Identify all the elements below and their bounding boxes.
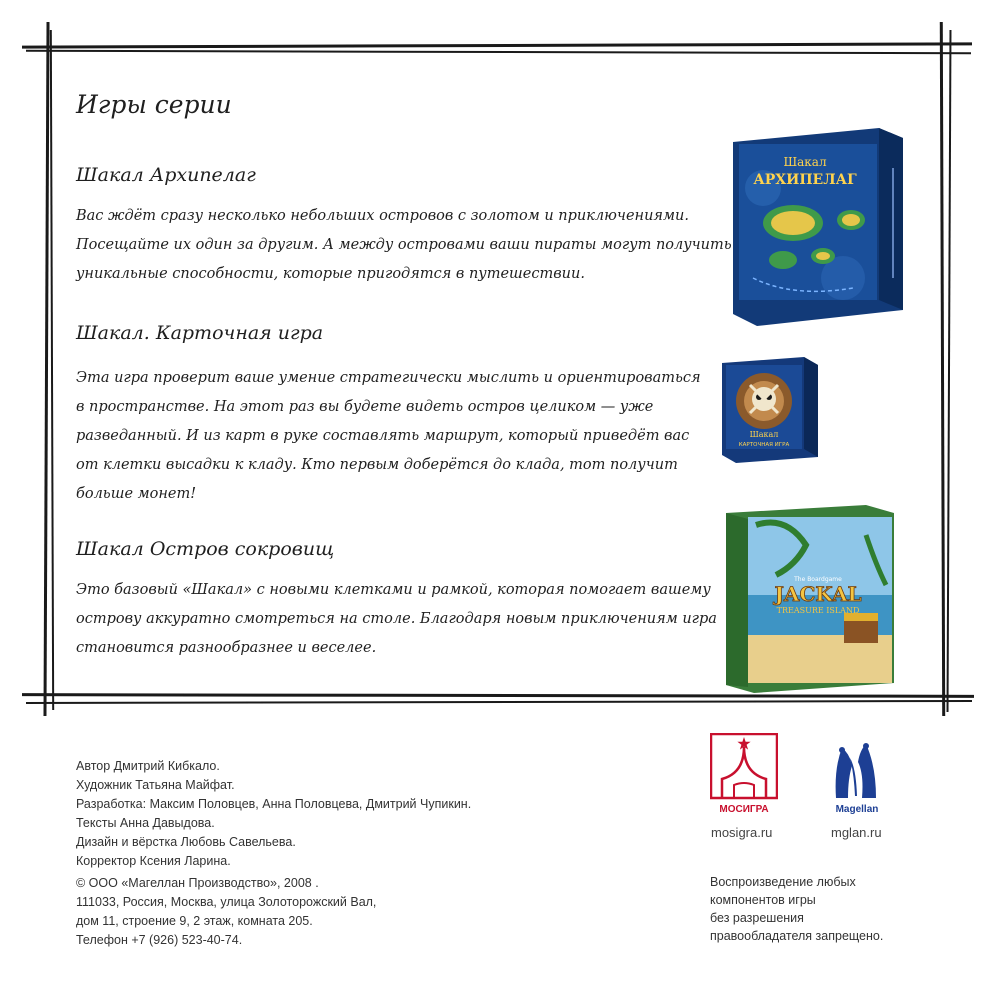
game-description-card-game: [76, 364, 701, 509]
credits-block: [76, 757, 471, 871]
game-description-treasure-island: [76, 576, 717, 663]
publisher-line: дом 11, строение 9, 2 этаж, комната 205.: [76, 914, 313, 928]
box-art-archipelago: [733, 128, 903, 326]
box-treasure-big-title: JACKAL: [774, 582, 862, 606]
text-line: Эта игра проверит ваше умение стратегически мыслить и ориентироваться: [76, 370, 701, 386]
credit-line: Автор Дмитрий Кибкало.: [76, 759, 220, 773]
legal-line: без разрешения: [710, 911, 804, 925]
publisher-line: Телефон +7 (926) 523-40-74.: [76, 933, 243, 947]
frame-right-post-2: [947, 30, 952, 712]
mosigra-name: МОСИГРА: [719, 804, 769, 815]
text-line: становится разнообразнее и веселее.: [76, 640, 377, 656]
credit-line: Разработка: Максим Половцев, Анна Половцева, Дмитрий Чупикин.: [76, 797, 472, 811]
publisher-line: 111033, Россия, Москва, улица Золоторожский Вал,: [76, 895, 377, 909]
frame-top-line-2: [26, 50, 971, 54]
text-line: в пространстве. На этот раз вы будете видеть остров целиком — уже: [76, 399, 654, 415]
box-archipelago-big-title: АРХИПЕЛАГ: [753, 172, 857, 188]
frame-right-post-1: [940, 22, 945, 716]
frame-bottom-line-2: [26, 700, 972, 704]
text-line: разведанный. И из карт в руке составлять маршрут, который приведёт вас: [76, 428, 690, 444]
frame-left-post-2: [50, 30, 54, 710]
publisher-line: © ООО «Магеллан Производство», 2008 .: [76, 876, 319, 890]
page-heading: Игры серии: [76, 90, 232, 119]
credit-line: Корректор Ксения Ларина.: [76, 854, 231, 868]
game-description-archipelago: [76, 202, 732, 289]
box-card-game-subtitle: КАРТОЧНАЯ ИГРА: [738, 442, 790, 448]
legal-line: компонентов игры: [710, 893, 816, 907]
box-art-treasure-island: [726, 505, 894, 693]
box-image-archipelago: [733, 128, 903, 326]
credit-line: Тексты Анна Давыдова.: [76, 816, 215, 830]
magellan-name: Magellan: [835, 804, 879, 815]
box-archipelago-small-title: Шакал: [783, 155, 827, 169]
box-art-card-game: [722, 357, 818, 463]
mosigra-emblem-icon: [710, 733, 778, 815]
magellan-link[interactable]: mglan.ru: [831, 825, 882, 840]
frame-left-post-1: [43, 22, 49, 716]
magellan-logo[interactable]: [828, 738, 886, 816]
game-title-archipelago: Шакал Архипелаг: [76, 164, 256, 186]
publisher-block: [76, 874, 376, 950]
text-line: острову аккуратно смотреться на столе. Благодаря новым приключениям игра: [76, 611, 717, 627]
game-title-card-game: Шакал. Карточная игра: [76, 322, 324, 344]
text-line: от клетки высадки к кладу. Кто первым доберётся до клада, тот получит: [76, 457, 678, 473]
text-line: больше монет!: [76, 486, 197, 502]
legal-line: правообладателя запрещено.: [710, 929, 884, 943]
text-line: Посещайте их один за другим. А между островами ваши пираты могут получить: [76, 237, 732, 253]
mosigra-logo[interactable]: [710, 733, 778, 815]
box-treasure-small-title: The Boardgame: [794, 576, 842, 583]
box-treasure-subtitle: TREASURE ISLAND: [776, 606, 860, 615]
mosigra-link[interactable]: mosigra.ru: [711, 825, 773, 840]
legal-notice: [710, 873, 883, 945]
legal-line: Воспроизведение любых: [710, 875, 856, 889]
game-title-treasure-island: Шакал Остров сокровищ: [76, 538, 335, 560]
penguins-icon: [828, 738, 886, 816]
box-image-card-game: [722, 357, 818, 463]
box-card-game-small-title: Шакал: [749, 430, 779, 439]
frame-bottom-line-1: [22, 693, 974, 698]
frame-top-line-1: [22, 42, 972, 48]
text-line: Это базовый «Шакал» с новыми клетками и рамкой, которая помогает вашему: [76, 582, 711, 598]
text-line: Вас ждёт сразу несколько небольших островов с золотом и приключениями.: [76, 208, 689, 224]
credit-line: Художник Татьяна Майфат.: [76, 778, 235, 792]
box-image-treasure-island: [726, 505, 894, 693]
text-line: уникальные способности, которые пригодятся в путешествии.: [76, 266, 585, 282]
credit-line: Дизайн и вёрстка Любовь Савельева.: [76, 835, 296, 849]
